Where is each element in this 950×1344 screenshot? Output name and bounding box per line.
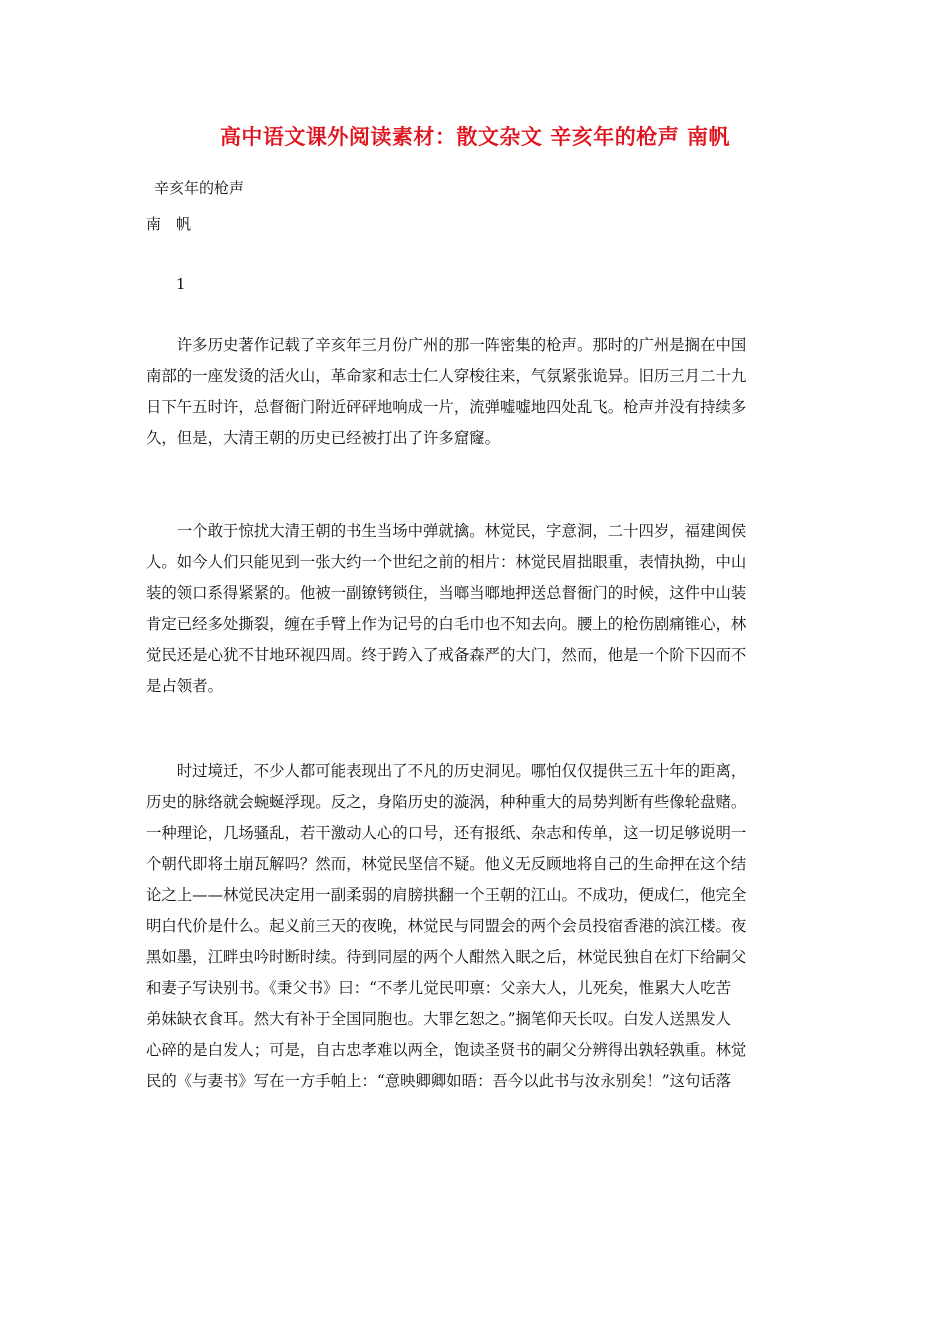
article-author: 南 帆 bbox=[146, 215, 192, 233]
paragraph-1 bbox=[146, 330, 808, 454]
paragraph-line: 论之上——林觉民决定用一副柔弱的肩膀拱翻一个王朝的江山。不成功，便成仁，他完全 bbox=[146, 886, 747, 904]
paragraph-line: 南部的一座发烫的活火山，革命家和志士仁人穿梭往来，气氛紧张诡异。旧历三月二十九 bbox=[146, 367, 747, 385]
paragraph-line: 心碎的是白发人；可是，自古忠孝难以两全，饱读圣贤书的嗣父分辨得出孰轻孰重。林觉 bbox=[146, 1041, 747, 1059]
paragraph-3 bbox=[146, 756, 808, 1097]
paragraph-line: 明白代价是什么。起义前三天的夜晚，林觉民与同盟会的两个会员投宿香港的滨江楼。夜 bbox=[146, 917, 747, 935]
paragraph-line: 弟妹缺衣食耳。然大有补于全国同胞也。大罪乞恕之。”搁笔仰天长叹。白发人送黑发人 bbox=[146, 1010, 732, 1028]
paragraph-line: 日下午五时许，总督衙门附近砰砰地响成一片，流弹嘘嘘地四处乱飞。枪声并没有持续多 bbox=[146, 398, 747, 416]
paragraph-line: 许多历史著作记载了辛亥年三月份广州的那一阵密集的枪声。那时的广州是搁在中国 bbox=[146, 336, 747, 354]
paragraph-line: 肯定已经多处撕裂，缠在手臂上作为记号的白毛巾也不知去向。腰上的枪伤剧痛锥心，林 bbox=[146, 615, 747, 633]
paragraph-line: 一种理论，几场骚乱，若干激动人心的口号，还有报纸、杂志和传单，这一切足够说明一 bbox=[146, 824, 747, 842]
paragraph-line: 黑如墨，江畔虫吟时断时续。待到同屋的两个人酣然入眠之后，林觉民独自在灯下给嗣父 bbox=[146, 948, 747, 966]
section-number: 1 bbox=[176, 275, 186, 293]
paragraph-line: 时过境迁，不少人都可能表现出了不凡的历史洞见。哪怕仅仅提供三五十年的距离， bbox=[146, 762, 747, 780]
document-title: 高中语文课外阅读素材：散文杂文 辛亥年的枪声 南帆 bbox=[219, 125, 731, 149]
paragraph-line: 个朝代即将土崩瓦解吗？然而，林觉民坚信不疑。他义无反顾地将自己的生命押在这个结 bbox=[146, 855, 747, 873]
paragraph-line: 历史的脉络就会蜿蜒浮现。反之，身陷历史的漩涡，种种重大的局势判断有些像轮盘赌。 bbox=[146, 793, 747, 811]
paragraph-line: 一个敢于惊扰大清王朝的书生当场中弹就擒。林觉民，字意洞，二十四岁，福建闽侯 bbox=[146, 522, 747, 540]
paragraph-line: 觉民还是心犹不甘地环视四周。终于跨入了戒备森严的大门，然而，他是一个阶下囚而不 bbox=[146, 646, 747, 664]
paragraph-line: 和妻子写诀别书。《秉父书》曰：“不孝儿觉民叩禀：父亲大人，儿死矣，惟累大人吃苦 bbox=[146, 979, 732, 997]
article-title: 辛亥年的枪声 bbox=[154, 179, 245, 197]
paragraph-line: 装的领口系得紧紧的。他被一副镣铐锁住，当啷当啷地押送总督衙门的时候，这件中山装 bbox=[146, 584, 747, 602]
paragraph-line: 人。如今人们只能见到一张大约一个世纪之前的相片：林觉民眉拙眼重，表情执拗，中山 bbox=[146, 553, 747, 571]
paragraph-line: 民的《与妻书》写在一方手帕上：“意映卿卿如晤：吾今以此书与汝永别矣！”这句话落 bbox=[146, 1072, 732, 1090]
paragraph-line: 是占领者。 bbox=[146, 677, 223, 695]
paragraph-line: 久，但是，大清王朝的历史已经被打出了许多窟窿。 bbox=[146, 429, 500, 447]
paragraph-2 bbox=[146, 516, 808, 702]
